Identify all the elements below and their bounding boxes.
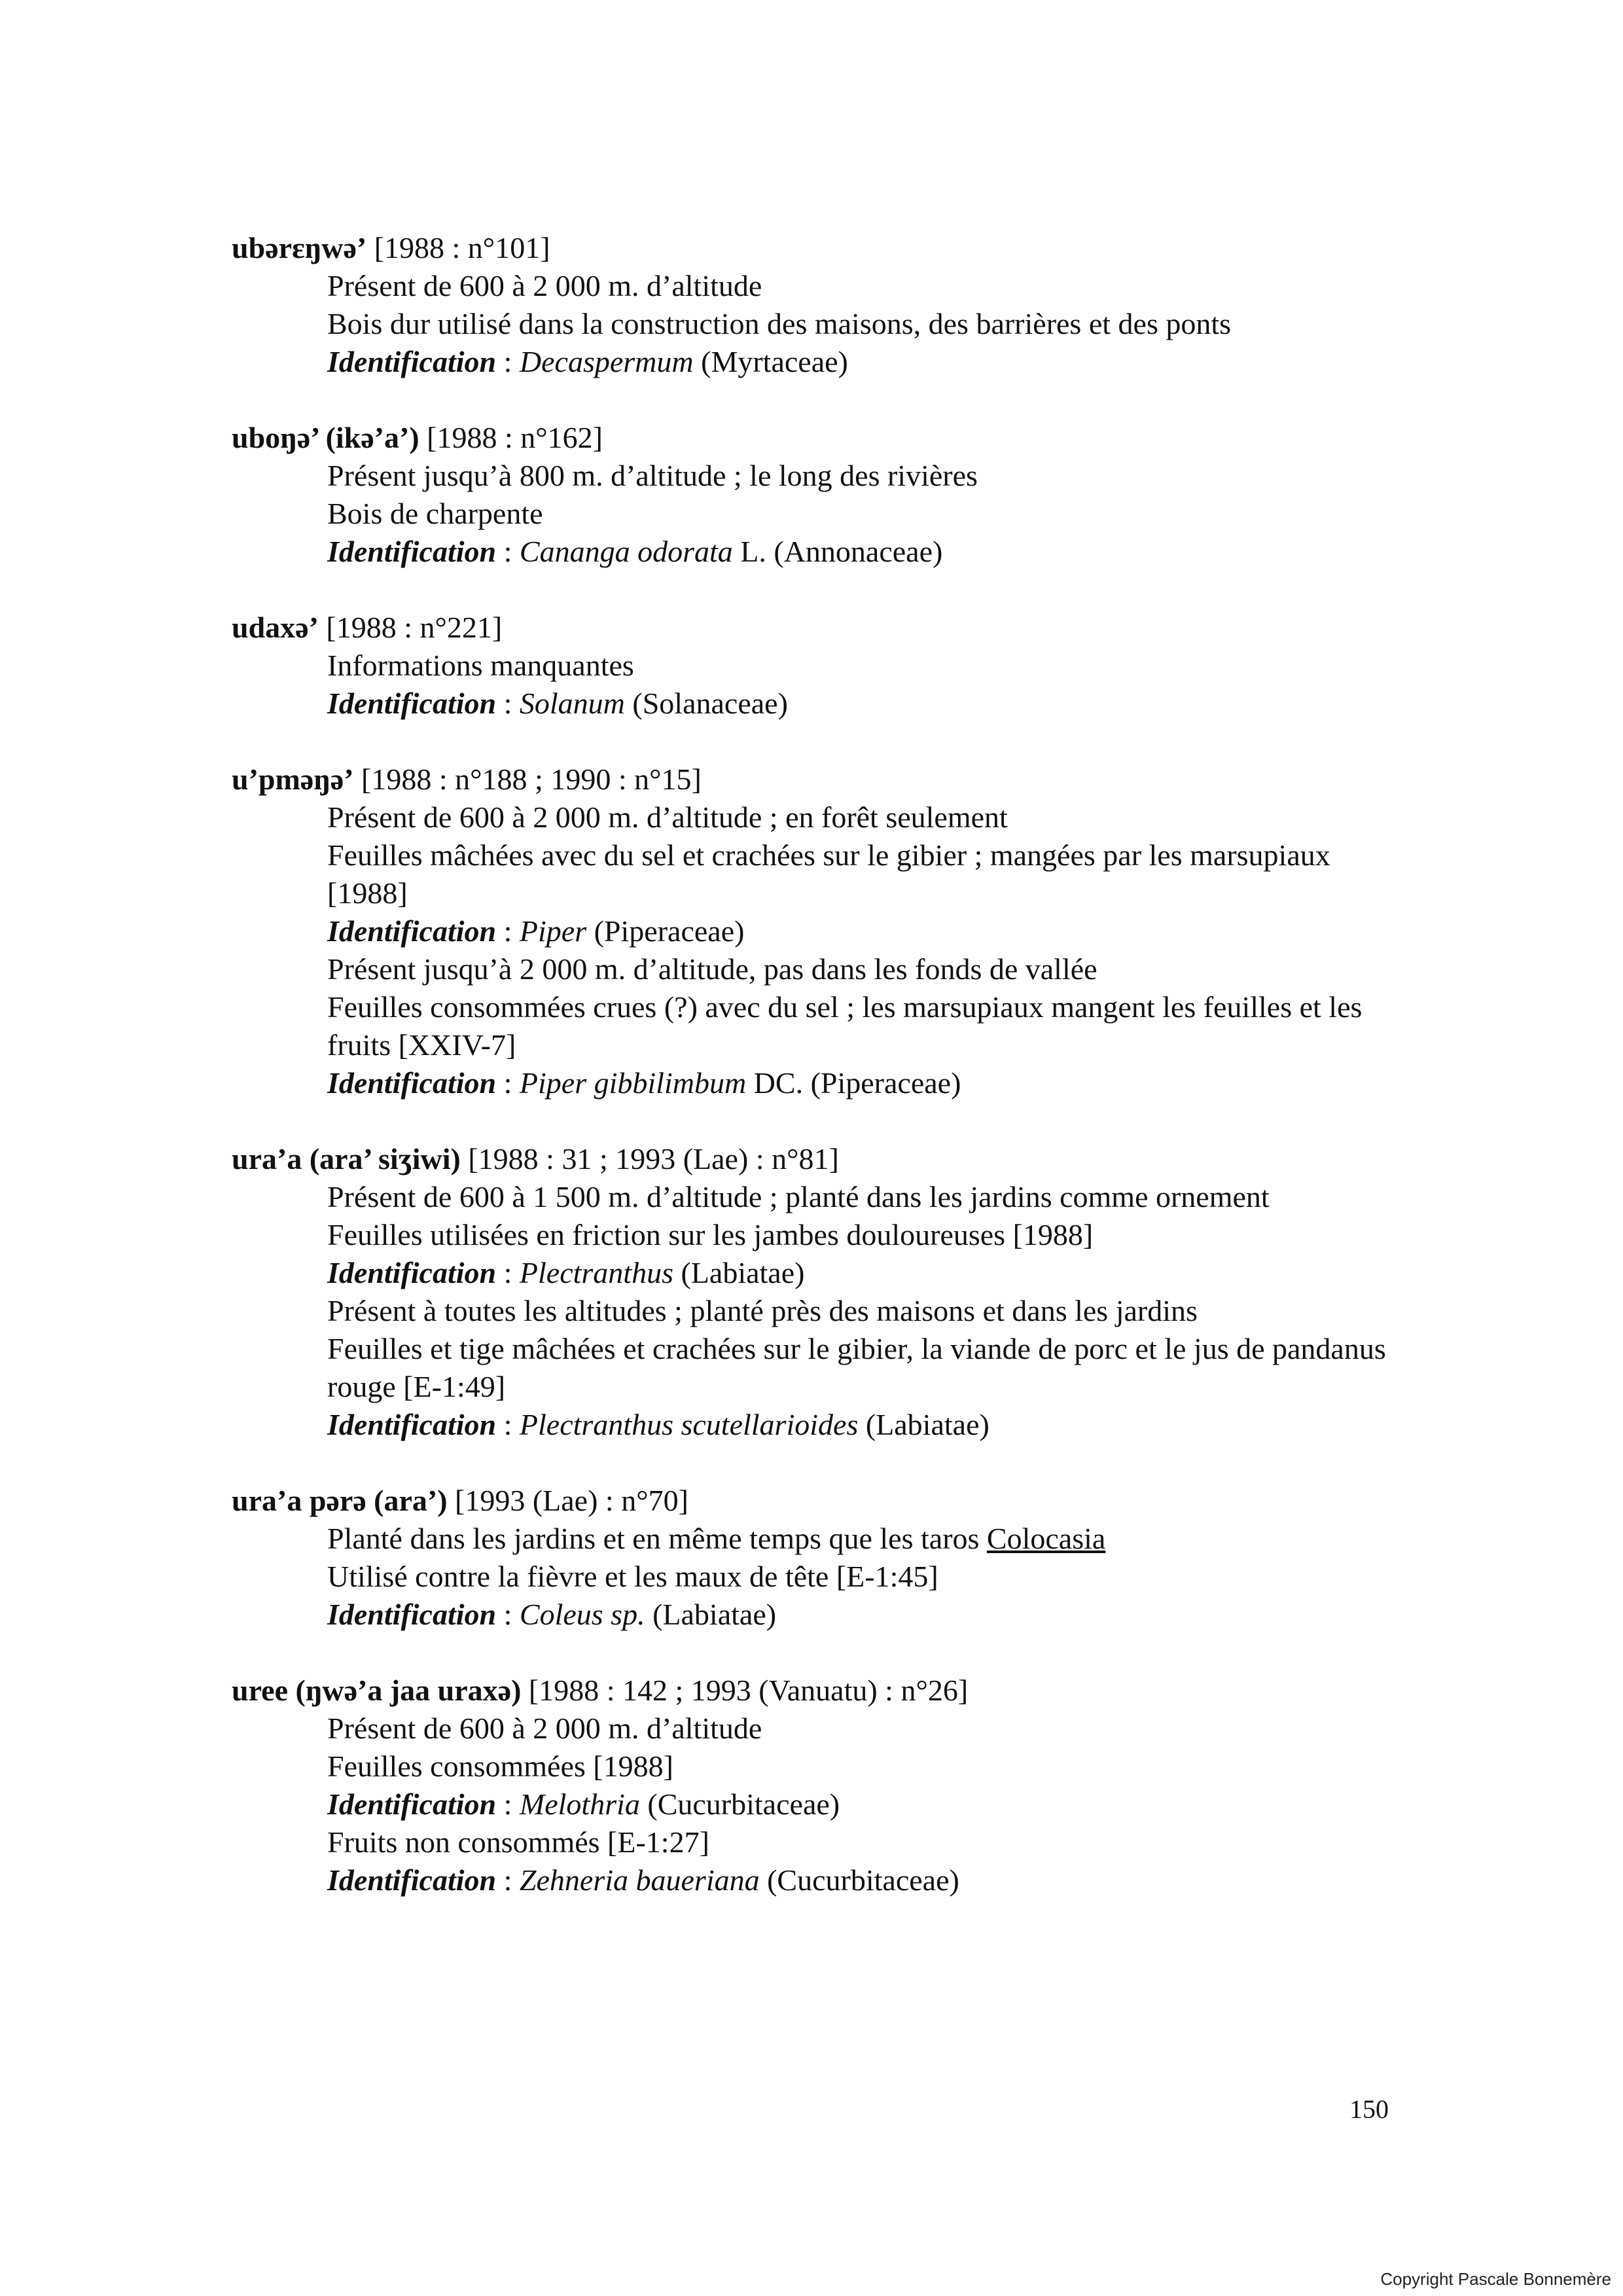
entry-header bbox=[232, 761, 1410, 798]
headword: udaxə’ bbox=[232, 611, 319, 644]
family-name: (Myrtaceae) bbox=[693, 345, 848, 378]
entry-reference: [1988 : 142 ; 1993 (Vanuatu) : n°26] bbox=[521, 1674, 969, 1707]
headword: ura’a (ara’ siʒiwi) bbox=[232, 1142, 461, 1175]
separator: : bbox=[496, 914, 520, 948]
description-text: Planté dans les jardins et en même temps que les taros bbox=[327, 1522, 987, 1555]
description-line bbox=[232, 1520, 1410, 1558]
headword: uboŋə’ (ikə’a’) bbox=[232, 421, 419, 454]
description-line: Bois de charpente bbox=[327, 497, 543, 530]
description-line: Feuilles et tige mâchées et crachées sur le gibier, la viande de porc et le jus de pandanus rouge [E-1:49] bbox=[327, 1332, 1386, 1403]
description-line: Fruits non consommés [E-1:27] bbox=[327, 1825, 709, 1859]
family-name: L. (Annonaceae) bbox=[732, 535, 943, 568]
taxon-name: Piper bbox=[519, 914, 587, 948]
description-line: Présent jusqu’à 800 m. d’altitude ; le long des rivières bbox=[327, 459, 978, 492]
identification-line bbox=[232, 685, 1410, 723]
taxon-name: Cananga odorata bbox=[519, 535, 733, 568]
dictionary-entry bbox=[232, 1672, 1410, 1899]
description-line: Présent jusqu’à 2 000 m. d’altitude, pas dans les fonds de vallée bbox=[327, 952, 1097, 986]
identification-line bbox=[232, 343, 1410, 381]
family-name: (Labiatae) bbox=[673, 1256, 805, 1289]
dictionary-entry bbox=[232, 609, 1410, 723]
dictionary-entry bbox=[232, 1482, 1410, 1634]
identification-label: Identification bbox=[327, 687, 497, 720]
description-line: Présent de 600 à 2 000 m. d’altitude ; en forêt seulement bbox=[327, 800, 1008, 834]
description-line: Présent de 600 à 2 000 m. d’altitude bbox=[327, 1712, 762, 1745]
identification-label: Identification bbox=[327, 1863, 497, 1897]
taxon-name: Solanum bbox=[519, 687, 625, 720]
entry-reference: [1988 : n°162] bbox=[419, 421, 603, 454]
description-line: Informations manquantes bbox=[327, 649, 634, 682]
entry-reference: [1988 : n°188 ; 1990 : n°15] bbox=[353, 762, 702, 796]
description-line: Bois dur utilisé dans la construction des maisons, des barrières et des ponts bbox=[327, 307, 1232, 340]
taxon-name: Plectranthus bbox=[519, 1256, 673, 1289]
separator: : bbox=[496, 345, 520, 378]
entry-header bbox=[232, 1672, 1410, 1710]
family-name: (Labiatae) bbox=[858, 1408, 990, 1441]
entry-header bbox=[232, 419, 1410, 457]
family-name: (Solanaceae) bbox=[624, 687, 788, 720]
headword: u’pməŋə’ bbox=[232, 762, 354, 796]
dictionary-entries bbox=[232, 229, 1410, 1937]
separator: : bbox=[496, 1787, 520, 1821]
entry-header bbox=[232, 229, 1410, 267]
identification-line bbox=[232, 1861, 1410, 1899]
identification-line bbox=[232, 1254, 1410, 1292]
underlined-term: Colocasia bbox=[986, 1522, 1106, 1555]
separator: : bbox=[496, 1256, 520, 1289]
identification-line bbox=[232, 1785, 1410, 1823]
entry-header bbox=[232, 1140, 1410, 1178]
description-line: Feuilles mâchées avec du sel et crachées sur le gibier ; mangées par les marsupiaux [1988] bbox=[327, 838, 1330, 910]
identification-line bbox=[232, 533, 1410, 571]
entry-header bbox=[232, 609, 1410, 647]
taxon-name: Decaspermum bbox=[519, 345, 694, 378]
copyright-notice: Copyright Pascale Bonnemère bbox=[1380, 2269, 1611, 2289]
description-line: Utilisé contre la fièvre et les maux de tête [E-1:45] bbox=[327, 1560, 938, 1593]
identification-line bbox=[232, 1064, 1410, 1102]
entry-reference: [1993 (Lae) : n°70] bbox=[447, 1484, 688, 1517]
identification-label: Identification bbox=[327, 1256, 497, 1289]
taxon-name: Zehneria baueriana bbox=[519, 1863, 760, 1897]
dictionary-entry bbox=[232, 761, 1410, 1102]
family-name: (Cucurbitaceae) bbox=[639, 1787, 840, 1821]
separator: : bbox=[496, 535, 520, 568]
family-name: DC. (Piperaceae) bbox=[746, 1066, 961, 1100]
entry-reference: [1988 : n°101] bbox=[366, 231, 550, 264]
taxon-name: Melothria bbox=[519, 1787, 640, 1821]
identification-label: Identification bbox=[327, 1598, 497, 1631]
page-number: 150 bbox=[1349, 2094, 1389, 2124]
separator: : bbox=[496, 1598, 520, 1631]
separator: : bbox=[496, 1408, 520, 1441]
identification-label: Identification bbox=[327, 345, 497, 378]
description-line: Feuilles consommées crues (?) avec du sel ; les marsupiaux mangent les feuilles et les fruits [XXIV-7] bbox=[327, 990, 1363, 1062]
identification-line bbox=[232, 1406, 1410, 1444]
taxon-name: Coleus sp. bbox=[519, 1598, 645, 1631]
taxon-name: Piper gibbilimbum bbox=[519, 1066, 747, 1100]
description-line: Feuilles consommées [1988] bbox=[327, 1749, 673, 1783]
entry-reference: [1988 : 31 ; 1993 (Lae) : n°81] bbox=[460, 1142, 839, 1175]
description-line: Feuilles utilisées en friction sur les jambes douloureuses [1988] bbox=[327, 1218, 1094, 1251]
identification-line bbox=[232, 1596, 1410, 1634]
description-line: Présent de 600 à 2 000 m. d’altitude bbox=[327, 269, 762, 302]
separator: : bbox=[496, 1066, 520, 1100]
identification-label: Identification bbox=[327, 1066, 497, 1100]
separator: : bbox=[496, 1863, 520, 1897]
headword: ura’a pərə (ara’) bbox=[232, 1484, 448, 1517]
separator: : bbox=[496, 687, 520, 720]
dictionary-entry bbox=[232, 229, 1410, 381]
dictionary-entry bbox=[232, 419, 1410, 571]
description-line: Présent de 600 à 1 500 m. d’altitude ; planté dans les jardins comme ornement bbox=[327, 1180, 1270, 1213]
headword: uree (ŋwə’a jaa uraxə) bbox=[232, 1674, 522, 1707]
headword: ubərɛŋwə’ bbox=[232, 231, 367, 264]
taxon-name: Plectranthus scutellarioides bbox=[519, 1408, 859, 1441]
identification-label: Identification bbox=[327, 914, 497, 948]
family-name: (Piperaceae) bbox=[586, 914, 745, 948]
entry-reference: [1988 : n°221] bbox=[318, 611, 503, 644]
description-line: Présent à toutes les altitudes ; planté près des maisons et dans les jardins bbox=[327, 1294, 1198, 1327]
identification-label: Identification bbox=[327, 1408, 497, 1441]
family-name: (Cucurbitaceae) bbox=[759, 1863, 959, 1897]
identification-label: Identification bbox=[327, 1787, 497, 1821]
identification-line bbox=[232, 912, 1410, 950]
entry-header bbox=[232, 1482, 1410, 1520]
identification-label: Identification bbox=[327, 535, 497, 568]
family-name: (Labiatae) bbox=[645, 1598, 777, 1631]
dictionary-entry bbox=[232, 1140, 1410, 1444]
